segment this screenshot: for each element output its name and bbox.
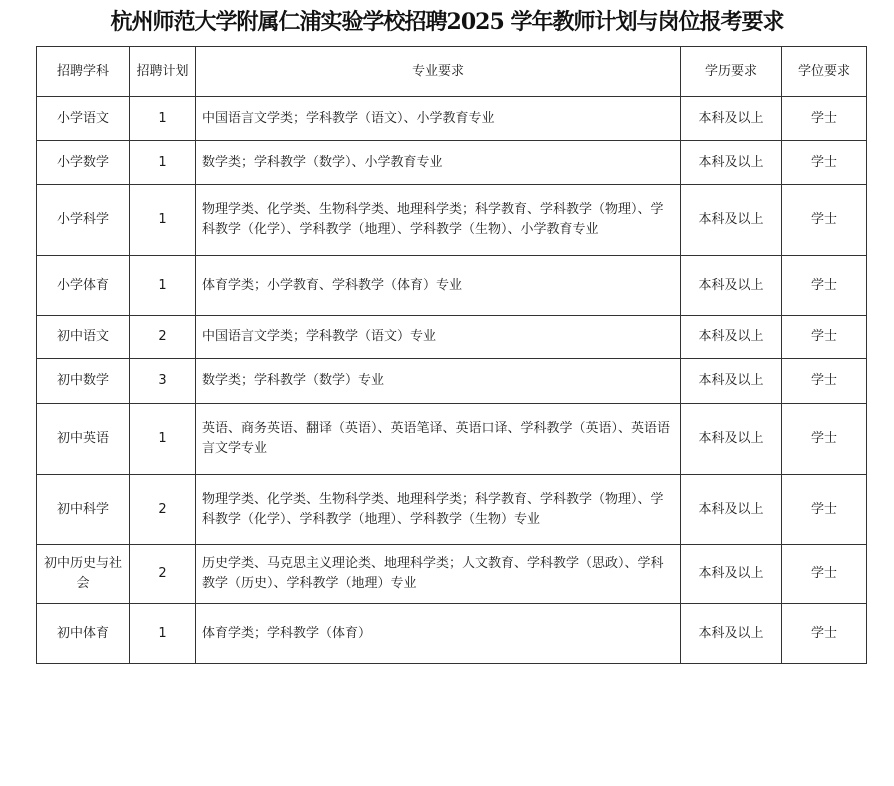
cell-degree: 学士 xyxy=(782,141,867,185)
cell-subject: 小学语文 xyxy=(37,97,130,141)
header-major: 专业要求 xyxy=(196,47,681,97)
cell-education: 本科及以上 xyxy=(681,404,782,475)
cell-major: 体育学类；小学教育、学科教学（体育）专业 xyxy=(196,256,681,316)
cell-degree: 学士 xyxy=(782,185,867,256)
recruitment-plan-table xyxy=(36,46,867,664)
cell-major: 中国语言文学类；学科教学（语文）、小学教育专业 xyxy=(196,97,681,141)
table-row xyxy=(37,316,867,359)
page-title: 杭州师范大学附属仁浦实验学校招聘2025 学年教师计划与岗位报考要求 xyxy=(110,9,784,35)
cell-plan: 1 xyxy=(130,256,196,316)
table-row xyxy=(37,359,867,404)
table-row xyxy=(37,404,867,475)
cell-degree: 学士 xyxy=(782,545,867,604)
cell-education: 本科及以上 xyxy=(681,316,782,359)
table-row xyxy=(37,475,867,545)
cell-degree: 学士 xyxy=(782,256,867,316)
cell-major: 中国语言文学类；学科教学（语文）专业 xyxy=(196,316,681,359)
cell-major: 物理学类、化学类、生物科学类、地理科学类；科学教育、学科教学（物理）、学科教学（化学）、学科教学（地理）、学科教学（生物）、小学教育专业 xyxy=(196,185,681,256)
table-row xyxy=(37,545,867,604)
table-row xyxy=(37,97,867,141)
cell-education: 本科及以上 xyxy=(681,359,782,404)
header-plan: 招聘计划 xyxy=(130,47,196,97)
cell-degree: 学士 xyxy=(782,97,867,141)
cell-education: 本科及以上 xyxy=(681,97,782,141)
cell-degree: 学士 xyxy=(782,404,867,475)
header-education: 学历要求 xyxy=(681,47,782,97)
cell-subject: 初中科学 xyxy=(37,475,130,545)
cell-subject: 初中体育 xyxy=(37,604,130,664)
cell-plan: 1 xyxy=(130,404,196,475)
cell-education: 本科及以上 xyxy=(681,256,782,316)
cell-plan: 1 xyxy=(130,185,196,256)
cell-education: 本科及以上 xyxy=(681,185,782,256)
cell-degree: 学士 xyxy=(782,604,867,664)
cell-subject: 初中语文 xyxy=(37,316,130,359)
cell-education: 本科及以上 xyxy=(681,141,782,185)
cell-major: 数学类；学科教学（数学）专业 xyxy=(196,359,681,404)
table-header-row xyxy=(37,47,867,97)
cell-education: 本科及以上 xyxy=(681,475,782,545)
cell-subject: 初中历史与社会 xyxy=(37,545,130,604)
cell-subject: 小学科学 xyxy=(37,185,130,256)
cell-plan: 2 xyxy=(130,475,196,545)
cell-major: 数学类；学科教学（数学）、小学教育专业 xyxy=(196,141,681,185)
table-row xyxy=(37,256,867,316)
cell-subject: 初中英语 xyxy=(37,404,130,475)
cell-plan: 3 xyxy=(130,359,196,404)
cell-plan: 2 xyxy=(130,545,196,604)
cell-major: 物理学类、化学类、生物科学类、地理科学类；科学教育、学科教学（物理）、学科教学（化学）、学科教学（地理）、学科教学（生物）专业 xyxy=(196,475,681,545)
cell-subject: 初中数学 xyxy=(37,359,130,404)
cell-plan: 1 xyxy=(130,141,196,185)
cell-subject: 小学体育 xyxy=(37,256,130,316)
cell-subject: 小学数学 xyxy=(37,141,130,185)
cell-plan: 2 xyxy=(130,316,196,359)
table-row xyxy=(37,141,867,185)
cell-degree: 学士 xyxy=(782,359,867,404)
cell-education: 本科及以上 xyxy=(681,604,782,664)
table-row xyxy=(37,604,867,664)
header-subject: 招聘学科 xyxy=(37,47,130,97)
cell-plan: 1 xyxy=(130,604,196,664)
cell-major: 体育学类；学科教学（体育） xyxy=(196,604,681,664)
cell-major: 历史学类、马克思主义理论类、地理科学类；人文教育、学科教学（思政）、学科教学（历史）、学科教学（地理）专业 xyxy=(196,545,681,604)
cell-major: 英语、商务英语、翻译（英语）、英语笔译、英语口译、学科教学（英语）、英语语言文学专业 xyxy=(196,404,681,475)
header-degree: 学位要求 xyxy=(782,47,867,97)
cell-degree: 学士 xyxy=(782,316,867,359)
cell-degree: 学士 xyxy=(782,475,867,545)
cell-plan: 1 xyxy=(130,97,196,141)
table-row xyxy=(37,185,867,256)
cell-education: 本科及以上 xyxy=(681,545,782,604)
